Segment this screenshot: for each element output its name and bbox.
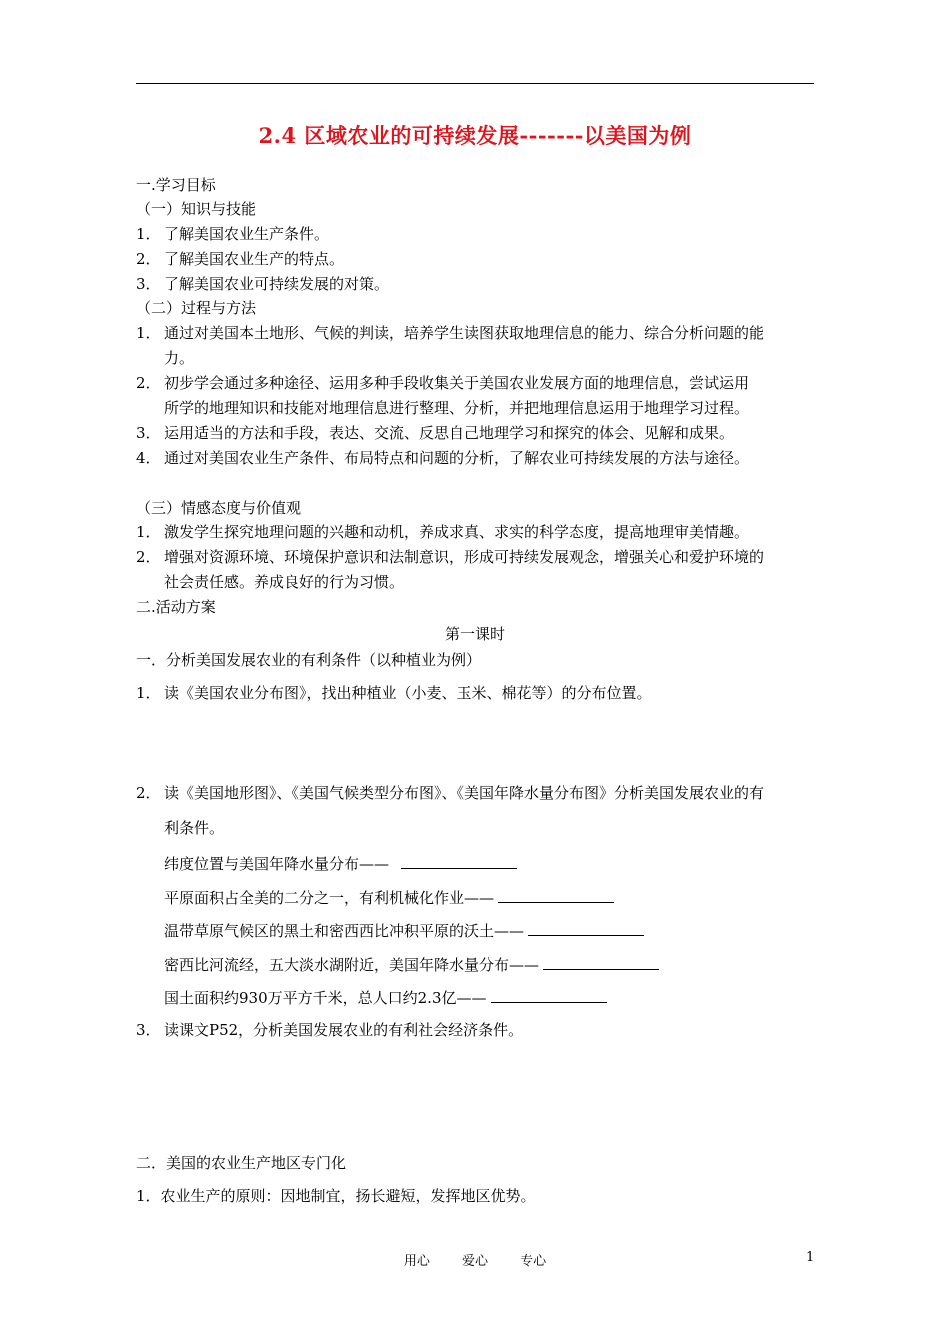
- list-number: 2．: [136, 374, 161, 392]
- section-heading-activities: 二.活动方案: [136, 598, 216, 616]
- list-number: 2．: [136, 250, 161, 268]
- part2-item: 1．农业生产的原则：因地制宜，扬长避短，发挥地区优势。: [136, 1187, 536, 1205]
- fill-prompt: 国土面积约930万平方千米，总人口约2.3亿——: [164, 989, 487, 1007]
- question-number: 3．: [136, 1021, 161, 1039]
- list-number: 1．: [136, 225, 161, 243]
- fill-prompt: 温带草原气候区的黑土和密西西比冲积平原的沃土——: [164, 922, 525, 940]
- list-item-continued: 力。: [164, 349, 195, 367]
- answer-blank[interactable]: [401, 853, 517, 869]
- page-number: 1: [806, 1250, 815, 1265]
- fill-prompt: 平原面积占全美的二分之一，有利机械化作业——: [164, 889, 495, 907]
- document-title: 2.4 区域农业的可持续发展-------以美国为例: [258, 123, 692, 148]
- question-number: 2．: [136, 784, 161, 802]
- answer-blank[interactable]: [498, 887, 614, 903]
- question-text: 读《美国地形图》、《美国气候类型分布图》、《美国年降水量分布图》分析美国发展农业的有: [164, 784, 765, 802]
- list-item: 激发学生探究地理问题的兴趣和动机，养成求真、求实的科学态度，提高地理审美情趣。: [164, 523, 750, 541]
- section-heading-goals: 一.学习目标: [136, 176, 216, 194]
- lesson-label: 第一课时: [444, 625, 505, 643]
- list-number: 1．: [136, 324, 161, 342]
- list-item: 通过对美国本土地形、气候的判读，培养学生读图获取地理信息的能力、综合分析问题的能: [164, 324, 765, 342]
- list-number: 3．: [136, 275, 161, 293]
- subheading-process: （二）过程与方法: [136, 299, 257, 317]
- question-number: 1．: [136, 684, 161, 702]
- list-number: 4．: [136, 449, 161, 467]
- fill-prompt: 纬度位置与美国年降水量分布——: [164, 855, 390, 873]
- list-item: 增强对资源环境、环境保护意识和法制意识，形成可持续发展观念，增强关心和爱护环境的: [164, 548, 765, 566]
- subheading-knowledge: （一）知识与技能: [136, 200, 257, 218]
- list-item-continued: 所学的地理知识和技能对地理信息进行整理、分析，并把地理信息运用于地理学习过程。: [164, 399, 750, 417]
- question-text-continued: 利条件。: [164, 819, 225, 837]
- fill-prompt: 密西比河流经，五大淡水湖附近，美国年降水量分布——: [164, 956, 540, 974]
- list-number: 3．: [136, 424, 161, 442]
- footer-text: 爱心: [461, 1254, 488, 1269]
- list-item: 通过对美国农业生产条件、布局特点和问题的分析，了解农业可持续发展的方法与途径。: [164, 449, 750, 467]
- footer-text: 专心: [520, 1254, 547, 1269]
- question-text: 读课文P52，分析美国发展农业的有利社会经济条件。: [164, 1021, 524, 1039]
- list-item: 了解美国农业可持续发展的对策。: [164, 275, 390, 293]
- list-item: 初步学会通过多种途径、运用多种手段收集关于美国农业发展方面的地理信息，尝试运用: [164, 374, 750, 392]
- answer-blank[interactable]: [528, 920, 644, 936]
- list-item: 了解美国农业生产条件。: [164, 225, 330, 243]
- fill-line: [164, 954, 659, 975]
- part1-heading: 一．分析美国发展农业的有利条件（以种植业为例）: [136, 651, 482, 669]
- list-item: 了解美国农业生产的特点。: [164, 250, 345, 268]
- fill-line: [164, 887, 614, 908]
- fill-line: [164, 920, 644, 941]
- footer-text: 用心: [403, 1254, 430, 1269]
- answer-blank[interactable]: [491, 987, 607, 1003]
- question-text: 读《美国农业分布图》，找出种植业（小麦、玉米、棉花等）的分布位置。: [164, 684, 652, 702]
- list-number: 2．: [136, 548, 161, 566]
- list-item: 运用适当的方法和手段，表达、交流、反思自己地理学习和探究的体会、见解和成果。: [164, 424, 735, 442]
- fill-line: [164, 853, 517, 874]
- header-rule: [136, 83, 814, 84]
- list-item-continued: 社会责任感。养成良好的行为习惯。: [164, 573, 405, 591]
- list-number: 1．: [136, 523, 161, 541]
- fill-line: [164, 987, 607, 1008]
- answer-blank[interactable]: [543, 954, 659, 970]
- subheading-attitude: （三）情感态度与价值观: [136, 499, 302, 517]
- part2-heading: 二．美国的农业生产地区专门化: [136, 1154, 347, 1172]
